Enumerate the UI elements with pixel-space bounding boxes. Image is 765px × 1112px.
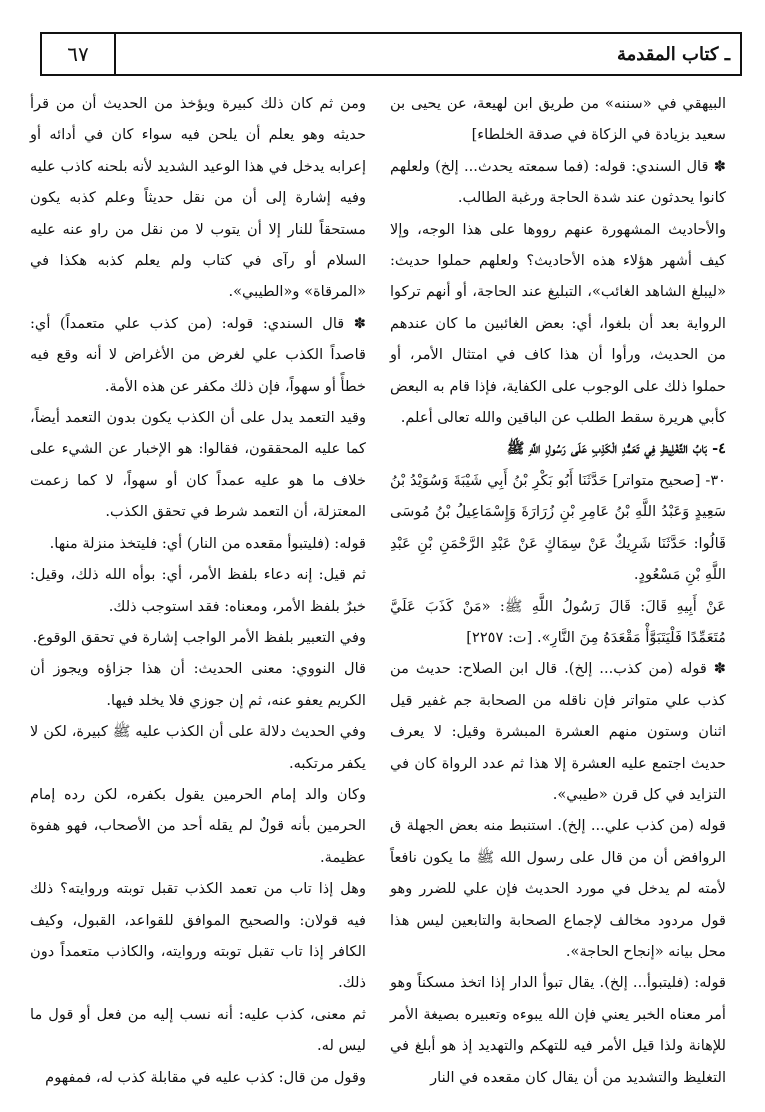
paragraph: وهل إذا تاب من تعمد الكذب تقبل توبته وروايته؟ ذلك فيه قولان: والصحيح الموافق للقواعد، القبول، وكيف الكافر إذا تاب تقبل توبته وروايته، والكاذب متعمداً دون ذلك. bbox=[30, 880, 366, 992]
left-column bbox=[30, 88, 366, 1098]
paragraph: قوله: (فليتبوأ... إلخ). يقال تبوأ الدار إذا اتخذ مسكناً وهو أمر معناه الخبر يعني فإن الله يبوءه وتعبيره بصيغة الأمر للإهانة ولذا قيل الأمر فيه للتهكم والتهديد إذ هو أبلغ في التغليظ والتشديد من أن يقال كان مقعده في النار bbox=[390, 974, 726, 1086]
paragraph: قوله (من كذب علي... إلخ). استنبط منه بعض الجهلة ق الروافض أن من قال على رسول الله ﷺ ما يكون نافعاً لأمته لم يدخل في مورد الحديث فإن علي للضرر وهو قول مردود مخالف لإجماع الصحابة والتابعين ليس هذا محل بيانه «إنجاح الحاجة». bbox=[390, 817, 726, 960]
paragraph: قوله: (فليتبوأ مقعده من النار) أي: فليتخذ منزلة منها. bbox=[49, 534, 366, 552]
paragraph: ثم معنى، كذب عليه: أنه نسب إليه من فعل أو قول ما ليس له. bbox=[30, 1005, 366, 1055]
paragraph: والأحاديث المشهورة عنهم رووها على هذا الوجه، وإلا كيف أشهر هؤلاء هذه الأحاديث؟ ولعلهم حملوا حديث: «ليبلغ الشاهد الغائب»، التبليغ عند الحاجة، أو أنهم تركوا الرواية بعد أن بلغوا، أي: بعض الغائبين ما كان عندهم من الحديث، ورأوا أن هذا كاف في امتثال الأمر، أو حملوا ذلك على الوجوب على الكفاية، فإذا قام به البعض كأبي هريرة سقط الطلب عن الباقين والله تعالى أعلم. bbox=[390, 220, 726, 427]
paragraph: البيهقي في «سننه» من طريق ابن لهيعة، عن يحيى بن سعيد بزيادة في الزكاة في صدقة الخلطاء] bbox=[390, 95, 726, 144]
paragraph: ثم قيل: إنه دعاء بلفظ الأمر، أي: بوأه الله ذلك، وقيل: خبرٌ بلفظ الأمر، ومعناه: فقد استوجب ذلك. bbox=[30, 566, 366, 615]
paragraph: ✽ قال السندي: قوله: (فما سمعته يحدث... إلخ) ولعلهم كانوا يحدثون عند شدة الحاجة ورغبة الطالب. bbox=[390, 157, 726, 207]
paragraph: وقيد التعمد يدل على أن الكذب يكون بدون التعمد أيضاً، كما عليه المحققون، فقالوا: هو الإخبار عن الشيء على خلاف ما هو عليه عمداً كان أو سهواً، لا كما زعمت المعتزلة، أن التعمد شرط في تحقق الكذب. bbox=[30, 409, 366, 521]
paragraph: وفي التعبير بلفظ الأمر الواجب إشارة في تحقق الوقوع. bbox=[32, 628, 366, 646]
hadith-text: عَنْ أَبِيهِ قَالَ: قَالَ رَسُولُ اللَّهِ ﷺ: «مَنْ كَذَبَ عَلَيَّ مُتَعَمِّدًا فَلْيَتَبَوَّأْ مَقْعَدَهُ مِنَ النَّارِ». [ت: ٢٢٥٧] bbox=[390, 597, 726, 646]
paragraph: ✽ قوله (من كذب... إلخ). قال ابن الصلاح: حديث من كذب علي متواتر فإن ناقله من الصحابة جم غفير قيل اثنان وستون منهم العشرة المبشرة وقيل: لا يعرف حديث اجتمع عليه العشرة إلا هذا ثم عدد الرواة كان في التزايد في كل قرن «طيبي». bbox=[390, 660, 726, 803]
hadith-chain: ٣٠- [صحيح متواتر] حَدَّثَنَا أَبُو بَكْرِ بْنُ أَبِي شَيْبَةَ وَسُوَيْدُ بْنُ سَعِيدٍ وَعَبْدُ اللَّهِ بْنُ عَامِرِ بْنِ زُرَارَةَ وَإِسْمَاعِيلُ بْنُ مُوسَى قَالُوا: حَدَّثَنَا شَرِيكٌ عَنْ سِمَاكٍ عَنْ عَبْدِ الرَّحْمَنِ بْنِ عَبْدِ اللَّهِ بْنِ مَسْعُودٍ. bbox=[390, 471, 726, 584]
paragraph: وقول من قال: كذب عليه في مقابلة كذب له، فمفهوم bbox=[45, 1068, 366, 1086]
paragraph: وفي الحديث دلالة على أن الكذب عليه ﷺ كبيرة، لكن لا يكفر مرتكبه. bbox=[30, 723, 366, 772]
chapter-title: ـ كتاب المقدمة bbox=[617, 43, 730, 65]
right-column bbox=[390, 88, 726, 1098]
page-header bbox=[40, 32, 742, 76]
paragraph: وكان والد إمام الحرمين يقول بكفره، لكن رده إمام الحرمين بأنه قولٌ لم يقله أحد من الأصحاب، فهو هفوة عظيمة. bbox=[30, 785, 366, 866]
paragraph: ✽ قال السندي: قوله: (من كذب علي متعمداً) أي: قاصداً الكذب علي لغرض من الأغراض لا أنه وقع فيه خطأً أو سهواً، فإن ذلك مكفر عن هذه الأمة. bbox=[30, 314, 366, 395]
page-number: ٦٧ bbox=[42, 34, 116, 74]
paragraph: ومن ثم كان ذلك كبيرة ويؤخذ من الحديث أن من قرأ حديثه وهو يعلم أن يلحن فيه سواء كان في أدائه أو إعرابه يدخل في هذا الوعيد الشديد لأنه بلحنه كاذب عليه وفيه إشارة إلى أن من نقل حديثاً وعلم كذبه يكون مستحقاً للنار إلا أن يتوب لا من نقل من راو عنه عليه السلام أو رآى في كتاب ولم يعلم كذبه هكذا في «المرقاة» و«الطيبي». bbox=[30, 95, 366, 301]
section-heading: ٤- بَابُ التَّغْلِيظِ فِي تَعَمُّدِ الْكَذِبِ عَلَى رَسُولِ اللَّهِ ﷺ bbox=[506, 440, 726, 458]
paragraph: قال النووي: معنى الحديث: أن هذا جزاؤه ويجوز أن الكريم يعفو عنه، ثم إن جوزي فلا يخلد فيها. bbox=[30, 660, 366, 709]
